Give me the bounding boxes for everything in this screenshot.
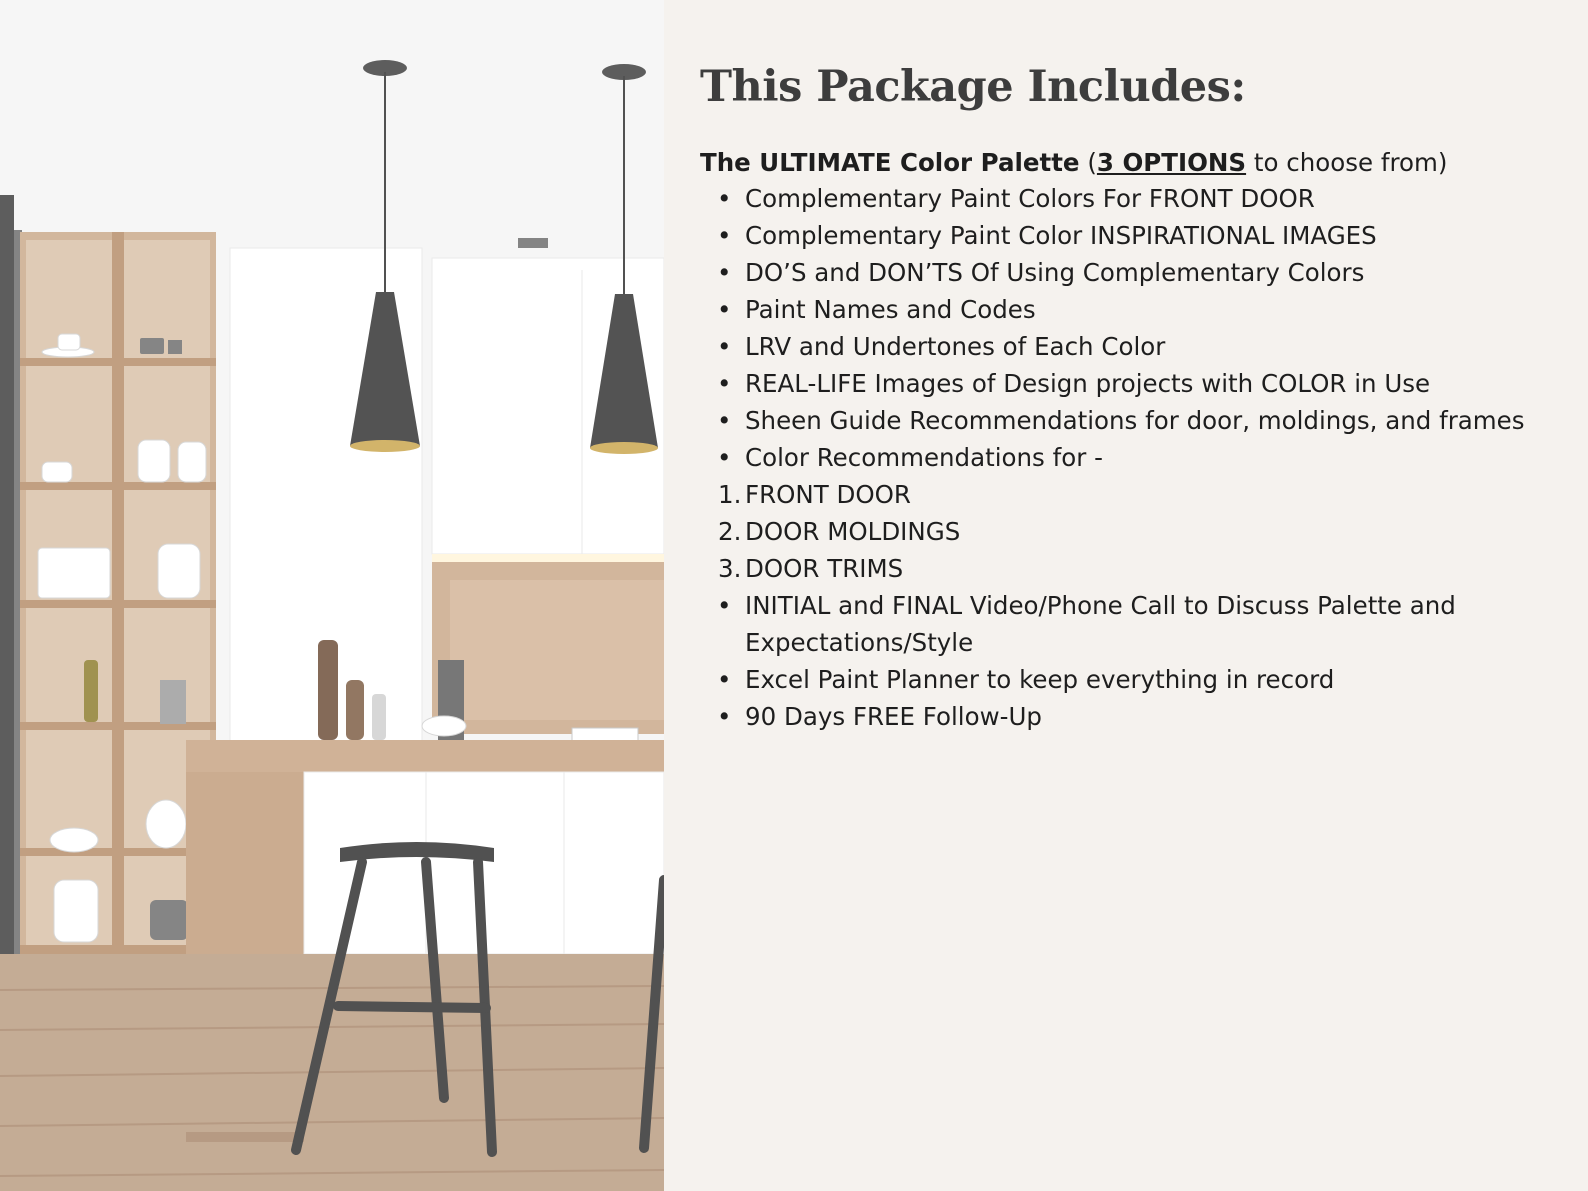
intro-rest: to choose from) — [1246, 148, 1448, 177]
list-item-text: Paint Names and Codes — [745, 295, 1036, 324]
list-item-text: Complementary Paint Colors For FRONT DOOR — [745, 184, 1315, 213]
list-item — [700, 365, 1570, 402]
package-items-list — [700, 180, 1570, 735]
list-item-text: Color Recommendations for - — [745, 443, 1103, 472]
list-item-text: 90 Days FREE Follow-Up — [745, 702, 1042, 731]
bullet-marker: • — [717, 443, 732, 472]
list-item — [700, 254, 1570, 291]
list-item — [700, 587, 1570, 661]
bullet-marker: • — [717, 702, 732, 731]
bullet-marker: • — [717, 369, 732, 398]
list-item-text: DOOR MOLDINGS — [745, 517, 961, 546]
bullet-marker: • — [717, 184, 732, 213]
list-item-text: DO’S and DON’TS Of Using Complementary Colors — [745, 258, 1365, 287]
palette-intro — [700, 144, 1447, 181]
palette-name: The ULTIMATE Color Palette — [700, 148, 1080, 177]
list-item-text: INITIAL and FINAL Video/Phone Call to Discuss Palette and Expectations/Style — [745, 591, 1456, 657]
bullet-marker: • — [717, 665, 732, 694]
list-item — [700, 698, 1570, 735]
bullet-marker: • — [717, 406, 732, 435]
bullet-marker: • — [717, 221, 732, 250]
list-item-text: Excel Paint Planner to keep everything in record — [745, 665, 1335, 694]
package-details-panel — [664, 0, 1588, 1191]
list-item-text: FRONT DOOR — [745, 480, 911, 509]
bullet-marker: • — [717, 295, 732, 324]
list-item — [700, 217, 1570, 254]
list-item — [700, 402, 1570, 439]
list-item — [700, 439, 1570, 476]
number-marker: 2. — [718, 517, 742, 546]
list-item-text: DOOR TRIMS — [745, 554, 904, 583]
list-item — [700, 291, 1570, 328]
numbered-item — [700, 476, 1570, 513]
number-marker: 3. — [718, 554, 742, 583]
list-item-text: LRV and Undertones of Each Color — [745, 332, 1166, 361]
intro-open-paren: ( — [1079, 148, 1097, 177]
list-item — [700, 328, 1570, 365]
bullet-marker: • — [717, 591, 732, 620]
list-item-text: Complementary Paint Color INSPIRATIONAL IMAGES — [745, 221, 1377, 250]
number-marker: 1. — [718, 480, 742, 509]
bullet-marker: • — [717, 258, 732, 287]
kitchen-photo — [0, 0, 664, 1191]
numbered-item — [700, 550, 1570, 587]
list-item-text: Sheen Guide Recommendations for door, moldings, and frames — [745, 406, 1525, 435]
numbered-item — [700, 513, 1570, 550]
list-item — [700, 661, 1570, 698]
options-count: 3 OPTIONS — [1096, 148, 1247, 177]
list-item — [700, 180, 1570, 217]
page-title: This Package Includes: — [700, 62, 1246, 112]
bullet-marker: • — [717, 332, 732, 361]
list-item-text: REAL-LIFE Images of Design projects with COLOR in Use — [745, 369, 1431, 398]
